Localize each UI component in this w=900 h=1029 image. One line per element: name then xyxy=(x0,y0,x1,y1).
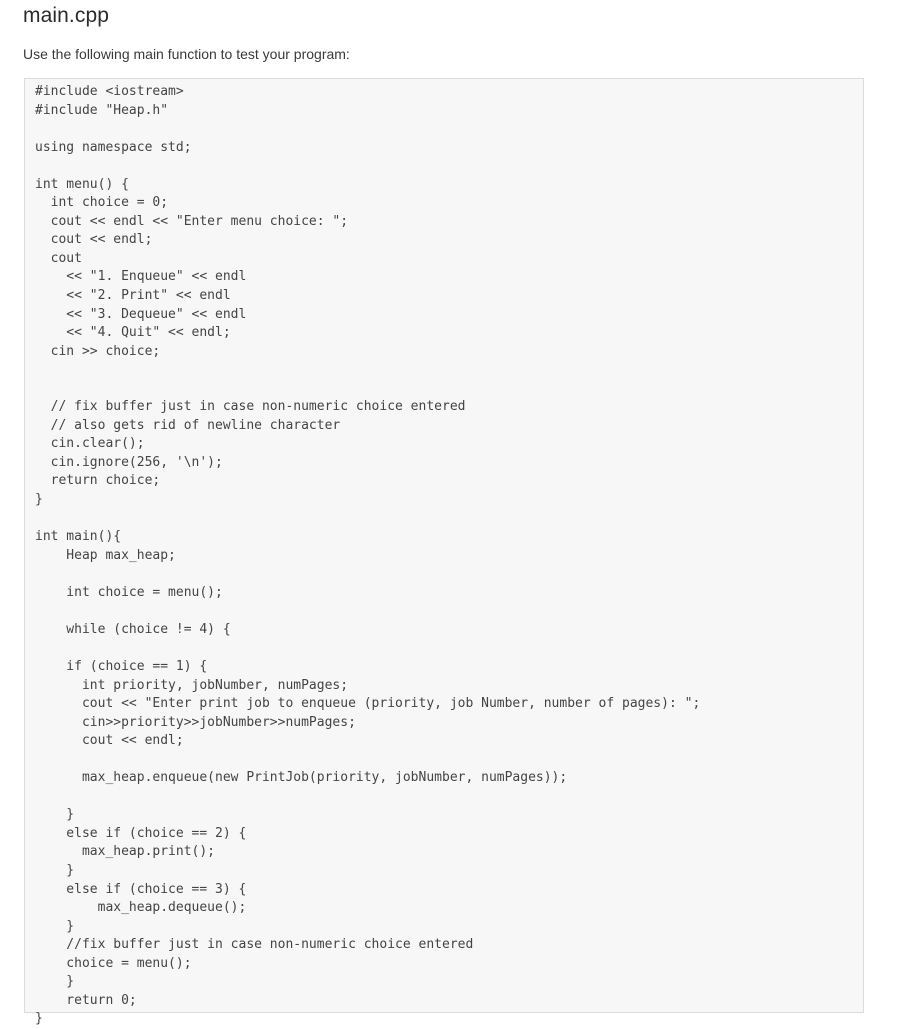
code-line: cin.clear(); xyxy=(35,436,145,452)
code-line: #include <iostream> xyxy=(35,84,184,99)
code-line: else if (choice == 2) { xyxy=(35,825,247,841)
code-line: << "3. Dequeue" << endl xyxy=(35,306,247,322)
code-line: } xyxy=(35,862,75,878)
code-line: return choice; xyxy=(35,473,161,489)
intro-text: Use the following main function to test your program: xyxy=(23,46,350,62)
code-line: choice = menu(); xyxy=(35,955,192,971)
code-line: } xyxy=(35,974,75,990)
code-line: << "1. Enqueue" << endl xyxy=(35,269,247,285)
page-title: main.cpp xyxy=(23,4,110,27)
code-line xyxy=(35,639,863,658)
code-line: //fix buffer just in case non-numeric choice entered xyxy=(35,937,474,953)
code-line: cin >> choice; xyxy=(35,343,161,359)
code-line xyxy=(35,380,863,399)
code-line xyxy=(35,602,863,621)
code-line xyxy=(35,751,863,770)
code-line: // fix buffer just in case non-numeric choice entered xyxy=(35,399,466,415)
code-line: } xyxy=(35,492,43,508)
code-line: int choice = 0; xyxy=(35,195,169,211)
code-line xyxy=(35,565,863,584)
code-line: using namespace std; xyxy=(35,139,192,155)
code-line: cin.ignore(256, '\n'); xyxy=(35,454,223,470)
code-line: if (choice == 1) { xyxy=(35,658,208,674)
code-line: cin>>priority>>jobNumber>>numPages; xyxy=(35,714,356,730)
code-line: cout << endl << "Enter menu choice: "; xyxy=(35,213,349,229)
code-line: int choice = menu(); xyxy=(35,584,223,600)
code-line: } xyxy=(35,918,75,934)
code-line: max_heap.print(); xyxy=(35,844,216,860)
code-line xyxy=(35,361,863,380)
code-line: cout << endl; xyxy=(35,733,184,749)
code-line xyxy=(35,120,863,139)
code-line: #include "Heap.h" xyxy=(35,102,169,118)
code-block xyxy=(24,78,864,1027)
code-line: max_heap.dequeue(); xyxy=(35,900,247,916)
code-line: << "4. Quit" << endl; xyxy=(35,325,231,341)
code-line: Heap max_heap; xyxy=(35,547,176,563)
code-line: cout << endl; xyxy=(35,232,153,248)
code-line: // also gets rid of newline character xyxy=(35,417,341,433)
code-line xyxy=(35,157,863,176)
code-line xyxy=(35,510,863,529)
code-line: int menu() { xyxy=(35,176,129,192)
code-line: int priority, jobNumber, numPages; xyxy=(35,677,349,693)
code-line: cout << "Enter print job to enqueue (priority, job Number, number of pages): "; xyxy=(35,696,701,712)
code-line xyxy=(35,788,863,807)
code-line: return 0; xyxy=(35,992,137,1008)
code-line: } xyxy=(35,1011,43,1027)
code-line: max_heap.enqueue(new PrintJob(priority, jobNumber, numPages)); xyxy=(35,770,568,786)
code-line: << "2. Print" << endl xyxy=(35,288,231,304)
code-line: cout xyxy=(35,250,82,266)
code-line: while (choice != 4) { xyxy=(35,621,231,637)
code-line: int main(){ xyxy=(35,529,122,545)
code-line: } xyxy=(35,807,75,823)
code-line: else if (choice == 3) { xyxy=(35,881,247,897)
